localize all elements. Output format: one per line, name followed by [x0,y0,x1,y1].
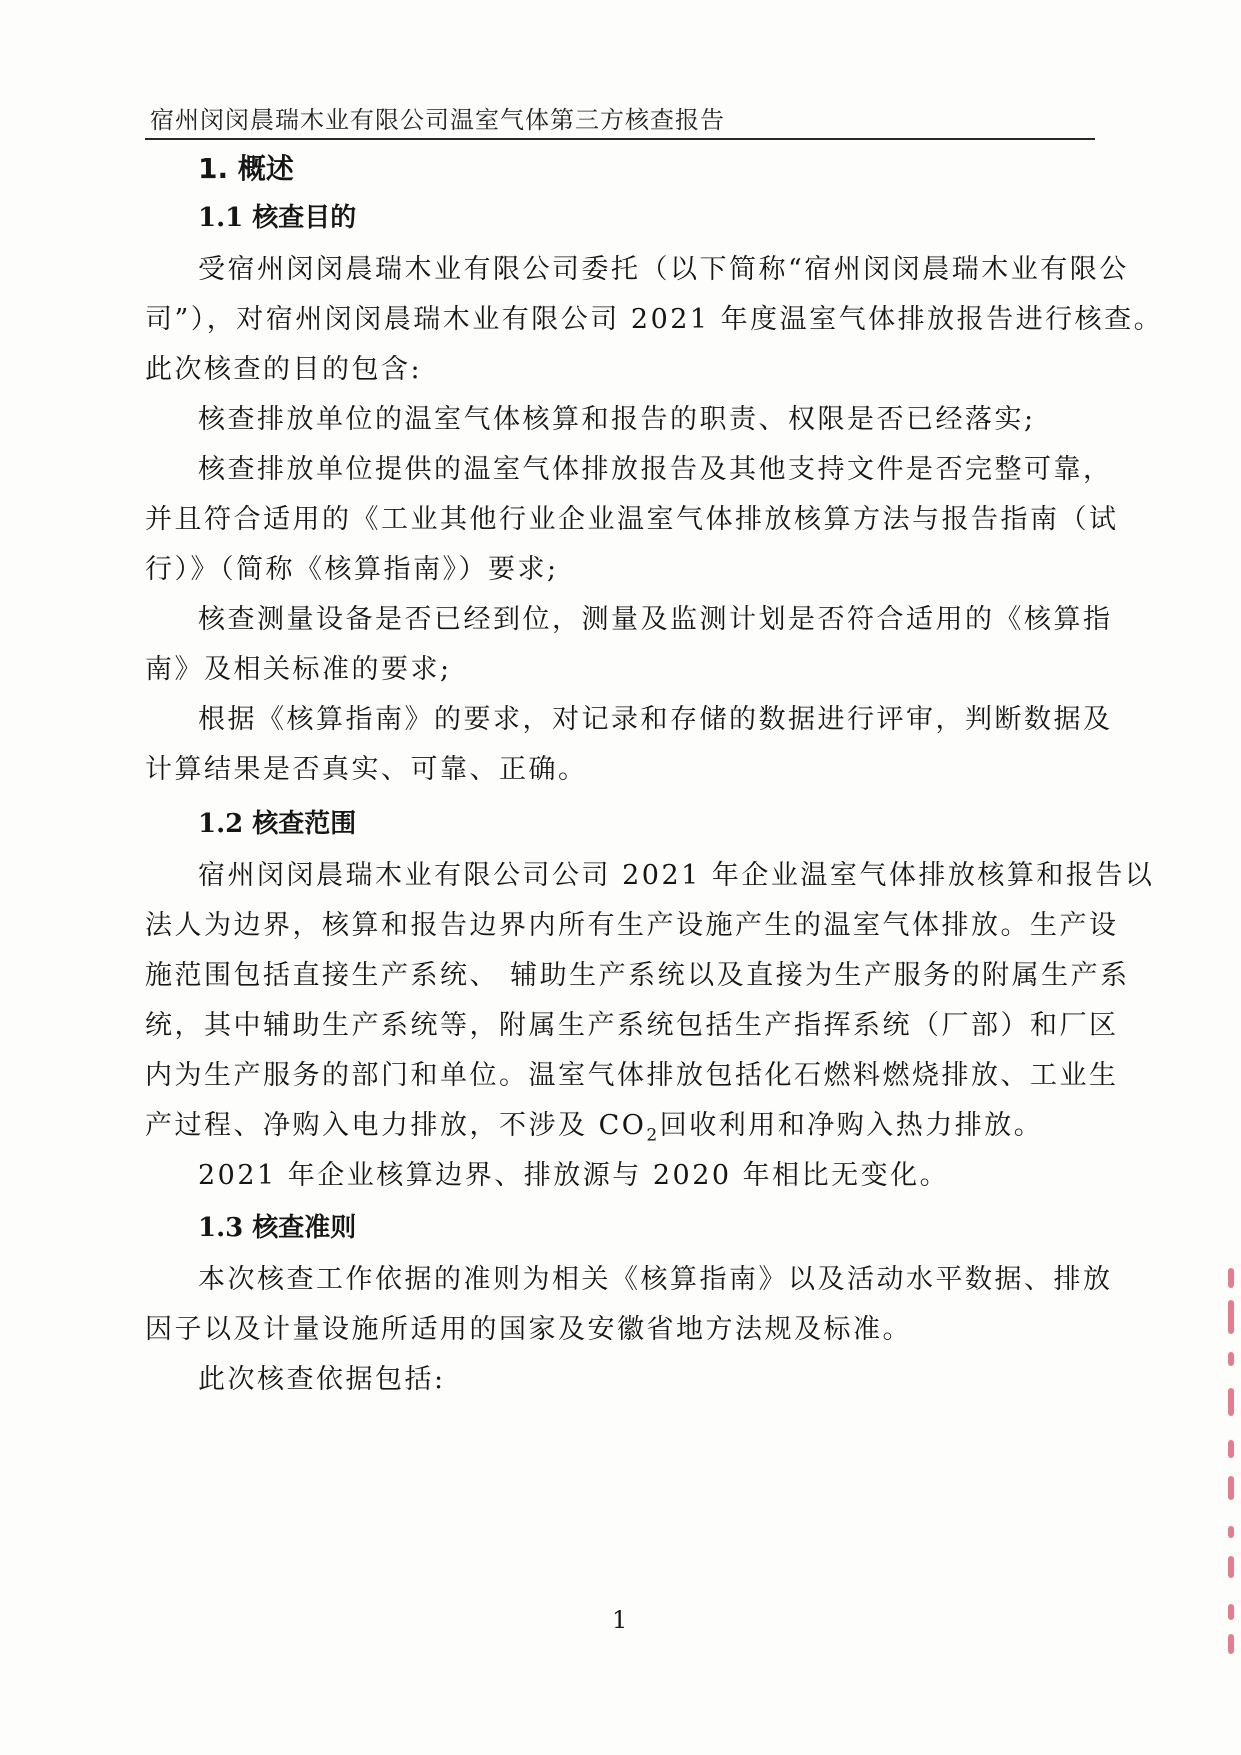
seal-edge-mark [1228,1352,1234,1366]
paragraph-line: 内为生产服务的部门和单位。温室气体排放包括化石燃料燃烧排放、工业生 [145,1060,1119,1091]
seal-edge-mark [1228,1388,1234,1416]
paragraph-line: 行）》（简称《核算指南》）要求; [145,554,559,585]
paragraph-line-co2 [145,1103,1043,1145]
paragraph-line: 核查测量设备是否已经到位，测量及监测计划是否符合适用的《核算指 [198,604,1113,635]
seal-edge-mark [1228,1476,1234,1500]
paragraph-line: 核查排放单位提供的温室气体排放报告及其他支持文件是否完整可靠， [198,454,1113,485]
co2-text-after: 回收利用和净购入热力排放。 [659,1110,1044,1141]
paragraph-line: 2021 年企业核算边界、排放源与 2020 年相比无变化。 [198,1160,950,1191]
paragraph-line: 本次核查工作依据的准则为相关《核算指南》以及活动水平数据、排放 [198,1264,1113,1295]
paragraph-line: 统，其中辅助生产系统等，附属生产系统包括生产指挥系统（厂部）和厂区 [145,1010,1119,1041]
section-1-1-heading: 1.1 核查目的 [198,203,357,233]
seal-edge-mark [1228,1440,1234,1458]
report-header-title: 宿州闵闵晨瑞木业有限公司温室气体第三方核查报告 [150,106,725,134]
paragraph-line: 法人为边界，核算和报告边界内所有生产设施产生的温室气体排放。生产设 [145,910,1119,941]
co2-subscript: 2 [646,1125,660,1146]
seal-edge-mark [1228,1604,1234,1620]
section-1-heading: 1. 概述 [198,152,294,185]
paragraph-line: 施范围包括直接生产系统、 辅助生产系统以及直接为生产服务的附属生产系 [145,960,1130,991]
paragraph-line: 因子以及计量设施所适用的国家及安徽省地方法规及标准。 [145,1314,912,1345]
paragraph-line: 根据《核算指南》的要求，对记录和存储的数据进行评审，判断数据及 [198,704,1113,735]
paragraph-line: 受宿州闵闵晨瑞木业有限公司委托（以下简称“宿州闵闵晨瑞木业有限公 [198,254,1129,285]
seal-edge-mark [1228,1300,1234,1334]
seal-edge-mark [1228,1556,1234,1578]
paragraph-line: 此次核查依据包括: [198,1364,446,1395]
paragraph-line: 宿州闵闵晨瑞木业有限公司公司 2021 年企业温室气体排放核算和报告以 [198,860,1155,891]
paragraph-line: 南》及相关标准的要求; [145,654,452,685]
paragraph-line: 并且符合适用的《工业其他行业企业温室气体排放核算方法与报告指南（试 [145,504,1119,535]
paragraph-line: 计算结果是否真实、可靠、正确。 [145,754,588,785]
seal-edge-mark [1228,1634,1234,1654]
section-1-2-heading: 1.2 核查范围 [198,809,357,839]
header-divider [145,138,1095,140]
paragraph-line: 核查排放单位的温室气体核算和报告的职责、权限是否已经落实; [198,404,1036,435]
seal-edge-mark [1228,1526,1234,1538]
paragraph-line: 此次核查的目的包含: [145,354,423,385]
co2-text-before: 产过程、净购入电力排放，不涉及 CO [145,1110,647,1141]
section-1-3-heading: 1.3 核查准则 [198,1213,357,1243]
page-number: 1 [612,1606,628,1634]
seal-edge-mark [1228,1268,1234,1288]
paragraph-line: 司”），对宿州闵闵晨瑞木业有限公司 2021 年度温室气体排放报告进行核查。 [145,304,1164,335]
